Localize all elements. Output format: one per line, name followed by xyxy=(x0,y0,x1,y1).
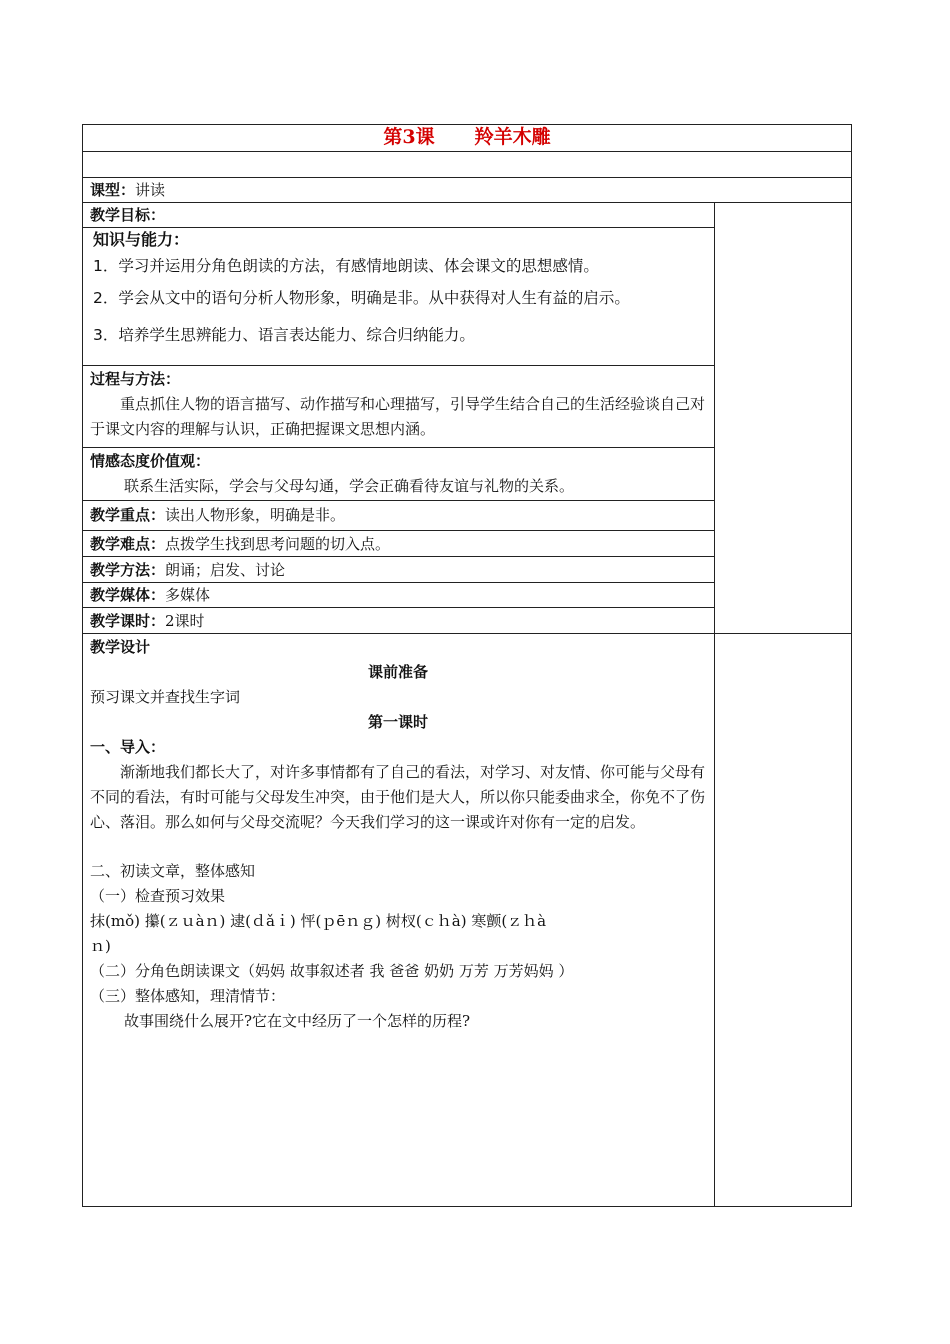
table-rule xyxy=(82,151,852,152)
course-type-value: 讲读 xyxy=(135,181,166,199)
knowledge-item: 3．培养学生思辨能力、语言表达能力、综合归纳能力。 xyxy=(93,326,475,344)
check-heading: （一）检查预习效果 xyxy=(90,887,226,905)
prep-heading: 课前准备 xyxy=(367,663,428,681)
key-point-label: 教学重点： xyxy=(90,506,166,524)
objectives-heading: 教学目标： xyxy=(90,206,166,224)
table-rule xyxy=(82,202,852,203)
emotion-heading: 情感态度价值观： xyxy=(90,452,211,470)
table-rule xyxy=(82,365,714,366)
table-rule xyxy=(82,530,714,531)
difficulty-label: 教学难点： xyxy=(90,535,166,553)
plot-heading: （三）整体感知，理清情节： xyxy=(90,987,286,1005)
table-rule xyxy=(82,556,714,557)
vocab-line: 抹(mǒ) 攥(ｚｕàｎ) 逮(ｄǎｉ) 怦(ｐēｎｇ) 树杈(ｃｈà) 寒颤(ｚｈà xyxy=(90,912,547,930)
knowledge-heading: 知识与能力： xyxy=(93,230,190,249)
vocab-line: ｎ) xyxy=(90,937,111,955)
media-row xyxy=(90,585,210,605)
media-label: 教学媒体： xyxy=(90,586,166,604)
course-type-label: 课型： xyxy=(90,181,136,199)
method-label: 教学方法： xyxy=(90,561,166,579)
hours-row xyxy=(90,611,205,631)
table-rule xyxy=(82,447,714,448)
table-rule xyxy=(82,582,714,583)
notes-column-divider xyxy=(714,202,715,1207)
table-rule xyxy=(82,607,714,608)
method-value: 朗诵；启发、讨论 xyxy=(165,561,286,579)
design-heading: 教学设计 xyxy=(90,638,151,656)
knowledge-item: 2．学会从文中的语句分析人物形象，明确是非。从中获得对人生有益的启示。 xyxy=(93,289,630,307)
intro-text: 渐渐地我们都长大了，对许多事情都有了自己的看法，对学习、对友情、你可能与父母有不同的看法，有时可能与父母发生冲突，由于他们是大人，所以你只能委曲求全，你免不了伤心、落泪。那么如何与父母交流呢？今天我们学习的这一课或许对你有一定的启发。 xyxy=(90,763,706,831)
lesson-name: 羚羊木雕 xyxy=(474,126,551,148)
table-rule xyxy=(82,227,714,228)
prep-text: 预习课文并查找生字词 xyxy=(90,688,241,706)
first-period-heading: 第一课时 xyxy=(367,713,428,731)
key-point-value: 读出人物形象，明确是非。 xyxy=(165,506,346,524)
method-row xyxy=(90,560,285,580)
question-text: 故事围绕什么展开?它在文中经历了一个怎样的历程? xyxy=(124,1012,471,1030)
hours-value: 2课时 xyxy=(165,612,205,630)
roles-line: （二）分角色朗读课文（妈妈 故事叙述者 我 爸爸 奶奶 万芳 万芳妈妈 ） xyxy=(90,962,574,980)
course-type-row xyxy=(90,180,165,200)
read-heading: 二、初读文章，整体感知 xyxy=(90,862,256,880)
process-heading: 过程与方法： xyxy=(90,370,181,388)
table-rule xyxy=(82,500,714,501)
process-text: 重点抓住人物的语言描写、动作描写和心理描写，引导学生结合自己的生活经验谈自己对于课文内容的理解与认识，正确把握课文思想内涵。 xyxy=(90,395,706,438)
intro-heading: 一、导入： xyxy=(90,738,166,756)
table-rule xyxy=(82,633,852,634)
emotion-text: 联系生活实际，学会与父母勾通，学会正确看待友谊与礼物的关系。 xyxy=(124,477,575,495)
key-point-row xyxy=(90,505,345,525)
difficulty-value: 点拨学生找到思考问题的切入点。 xyxy=(165,535,391,553)
lesson-number: 第3课 xyxy=(383,126,435,148)
media-value: 多媒体 xyxy=(165,586,211,604)
page-title xyxy=(82,127,852,147)
hours-label: 教学课时： xyxy=(90,612,166,630)
difficulty-row xyxy=(90,534,390,554)
knowledge-item: 1．学习并运用分角色朗读的方法，有感情地朗读、体会课文的思想感情。 xyxy=(93,257,599,275)
table-rule xyxy=(82,177,852,178)
